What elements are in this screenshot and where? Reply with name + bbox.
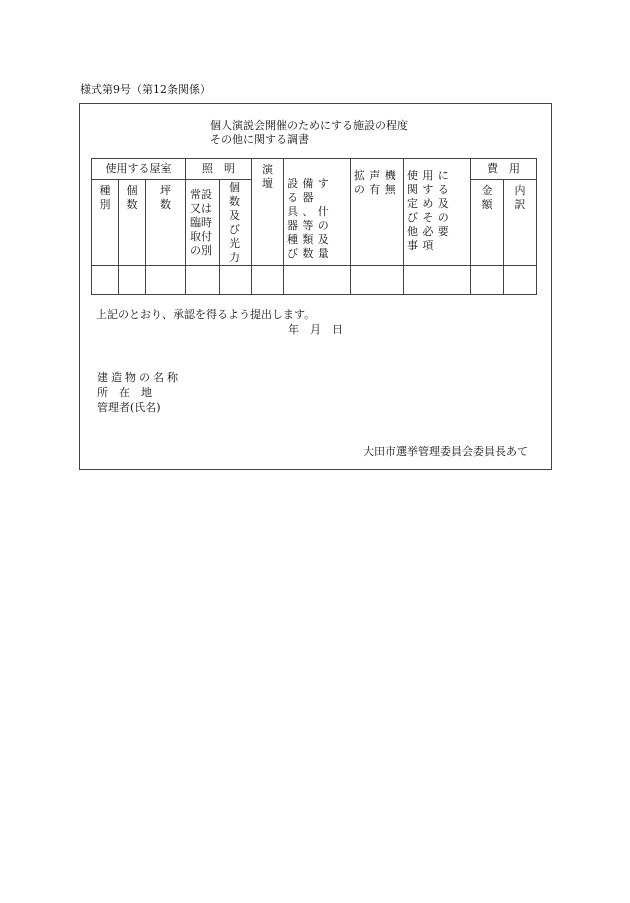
stage-header-bottom: 壇 — [262, 177, 273, 190]
room-count-header — [119, 180, 146, 266]
location-label: 所 在 地 — [97, 386, 152, 399]
room-type-top: 種 — [99, 184, 111, 197]
room-area-header — [146, 180, 186, 266]
form-number: 様式第9号（第12条関係） — [80, 83, 211, 96]
room-count-top: 個 — [126, 184, 138, 197]
stage-header-top: 演 — [262, 163, 273, 176]
other-header: 使用に関する定め及びその他必要事項 — [404, 159, 471, 266]
lighting-fixed-header: 常設又は臨時取付の別 — [186, 180, 220, 266]
equipment-cell[interactable] — [284, 266, 351, 295]
cost-detail-header — [504, 180, 537, 266]
lighting-group-header: 照 明 — [186, 159, 252, 180]
cost-detail-cell[interactable] — [504, 266, 537, 295]
cost-amount-cell[interactable] — [471, 266, 504, 295]
lighting-fixed-cell[interactable] — [186, 266, 220, 295]
cost-detail-top: 内 — [514, 184, 526, 197]
speaker-header-bottom: の有無 — [353, 183, 401, 196]
room-type-cell[interactable] — [92, 266, 119, 295]
room-area-cell[interactable] — [146, 266, 186, 295]
cost-amount-bottom: 額 — [481, 198, 493, 211]
room-area-bottom: 数 — [160, 198, 171, 211]
room-group-header: 使用する屋室 — [92, 159, 186, 180]
speaker-cell[interactable] — [351, 266, 404, 295]
other-cell[interactable] — [404, 266, 471, 295]
table-row — [92, 266, 537, 295]
equipment-header: 設備する器具、什器等の種類及び数量 — [284, 159, 351, 266]
room-count-bottom: 数 — [126, 198, 138, 211]
speaker-header-top: 拡声機 — [353, 169, 401, 182]
cost-group-header: 費 用 — [471, 159, 537, 180]
lighting-power-cell[interactable] — [220, 266, 252, 295]
submission-statement: 上記のとおり、承認を得るよう提出します。 — [96, 308, 316, 321]
addressee: 大田市選挙管理委員会委員長あて — [363, 445, 528, 458]
room-type-header — [92, 180, 119, 266]
date-line: 年 月 日 — [288, 323, 343, 336]
cost-amount-top: 金 — [481, 184, 493, 197]
manager-label: 管理者(氏名) — [97, 401, 161, 414]
speaker-header — [351, 159, 404, 266]
cost-amount-header — [471, 180, 504, 266]
building-name-label: 建造物の名称 — [97, 371, 181, 384]
stage-header — [252, 159, 284, 266]
room-type-bottom: 別 — [99, 198, 111, 211]
form-title-line1: 個人演説会開催のためにする施設の程度 — [210, 119, 408, 132]
room-count-cell[interactable] — [119, 266, 146, 295]
room-area-top: 坪 — [160, 184, 171, 197]
cost-detail-bottom: 訳 — [514, 198, 526, 211]
stage-cell[interactable] — [252, 266, 284, 295]
lighting-power-header: 個数及び光力 — [220, 180, 252, 266]
survey-table — [91, 158, 537, 295]
form-title-line2: その他に関する調書 — [210, 133, 309, 146]
